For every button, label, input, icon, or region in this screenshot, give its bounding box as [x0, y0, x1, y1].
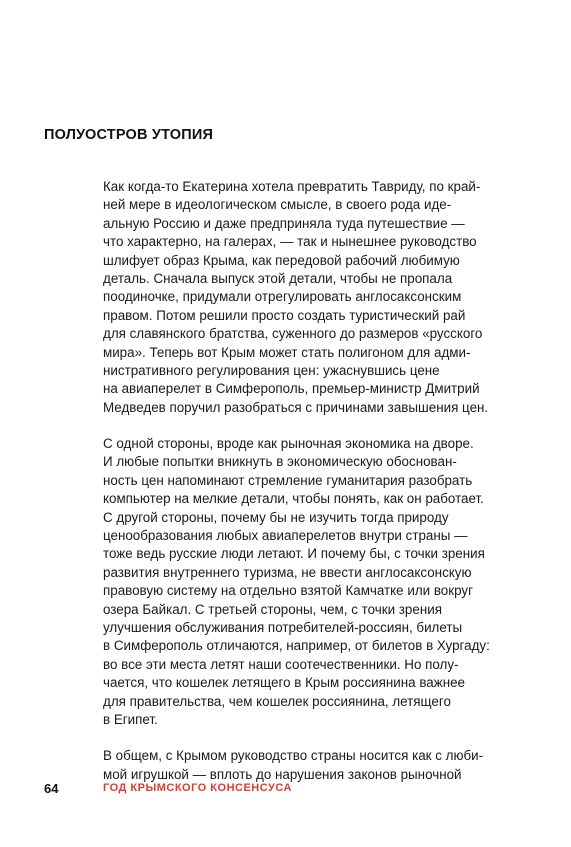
body-text	[103, 178, 523, 802]
text-line: в Египет.	[103, 711, 158, 727]
text-line: С другой стороны, почему бы не изучить тогда природу	[103, 509, 449, 525]
text-line: озера Байкал. С третьей стороны, чем, с точки зрения	[103, 601, 442, 617]
text-line: нистративного регулирования цен: ужаснувшись цене	[103, 362, 440, 378]
text-line: развития внутреннего туризма, не ввести англосаксонскую	[103, 564, 472, 580]
text-line: во все эти места летят наши соотечественники. Но полу-	[103, 656, 459, 672]
text-line: Как когда-то Екатерина хотела превратить Тавриду, по край-	[103, 179, 481, 194]
text-line: для славянского братства, суженного до размеров «русского	[103, 326, 483, 342]
text-line: В общем, с Крымом руководство страны носится как с люби-	[103, 748, 484, 764]
paragraph	[103, 435, 523, 729]
text-line: поодиночке, придумали отрегулировать англосаксонским	[103, 289, 462, 305]
text-line: И любые попытки вникнуть в экономическую обоснован-	[103, 454, 457, 470]
text-line: ность цен напоминают стремление гуманитария разобрать	[103, 472, 473, 488]
text-line: шлифует образ Крыма, как передовой рабочий любимую	[103, 252, 460, 268]
running-title: ГОД КРЫМСКОГО КОНСЕНСУСА	[103, 782, 292, 794]
text-line: правовую систему на отдельно взятой Камчатке или вокруг	[103, 583, 473, 599]
text-line: альную Россию и даже предприняла туда путешествие —	[103, 215, 465, 231]
text-line: чается, что кошелек летящего в Крым россиянина важнее	[103, 675, 465, 691]
text-line: тоже ведь русские люди летают. И почему бы, с точки зрения	[103, 546, 485, 562]
text-line: Медведев поручил разобраться с причинами завышения цен.	[103, 399, 489, 415]
text-line: компьютер на мелкие детали, чтобы понять, как он работает.	[103, 491, 484, 507]
text-line: мира». Теперь вот Крым может стать полигоном для адми-	[103, 344, 471, 360]
text-line: мой игрушкой — вплоть до нарушения законов рыночной	[103, 766, 462, 782]
text-line: улучшения обслуживания потребителей-россиян, билеты	[103, 619, 463, 635]
text-line: ней мере в идеологическом смысле, в своего рода иде-	[103, 197, 452, 213]
text-line: для правительства, чем кошелек россиянина, летящего	[103, 693, 451, 709]
text-line: что характерно, на галерах, — так и нынешнее руководство	[103, 234, 477, 250]
paragraph	[103, 747, 523, 784]
chapter-heading: ПОЛУОСТРОВ УТОПИЯ	[44, 127, 214, 143]
paragraph	[103, 178, 523, 417]
text-line: на авиаперелет в Симферополь, премьер-министр Дмитрий	[103, 381, 480, 397]
text-line: деталь. Сначала выпуск этой детали, чтобы не пропала	[103, 270, 453, 286]
text-line: С одной стороны, вроде как рыночная экономика на дворе.	[103, 436, 474, 452]
text-line: правом. Потом решили просто создать туристический рай	[103, 307, 466, 323]
page-number: 64	[44, 781, 59, 796]
text-line: ценообразования любых авиаперелетов внутри страны —	[103, 528, 468, 544]
text-line: в Симферополь отличаются, например, от билетов в Хургаду:	[103, 638, 490, 654]
